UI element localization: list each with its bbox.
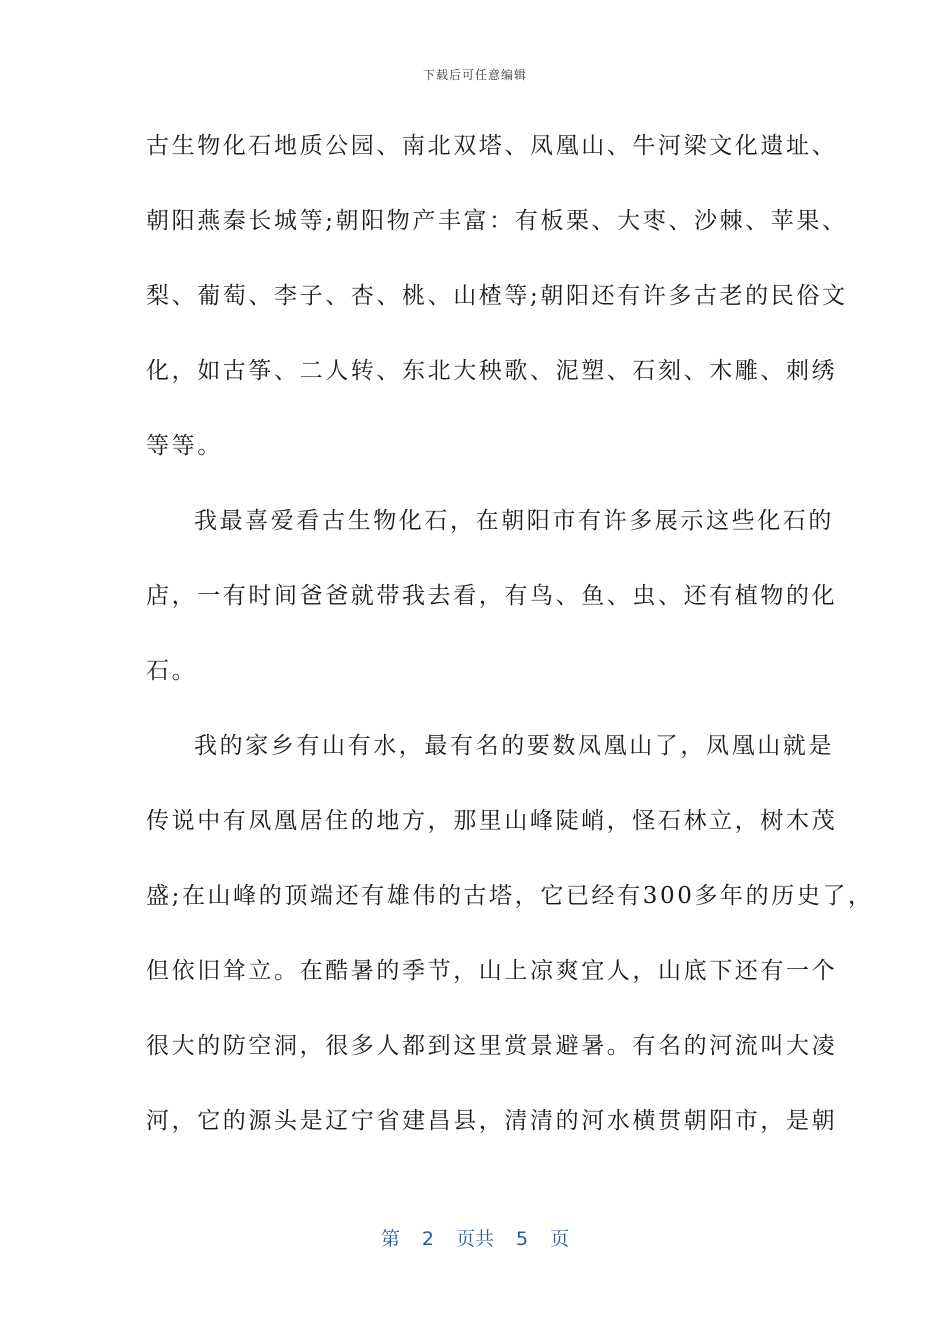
text-line: 古生物化石地质公园、南北双塔、凤凰山、牛河梁文化遗址、: [146, 133, 838, 159]
paragraph-start-line: 我最喜爱看古生物化石，在朝阳市有许多展示这些化石的: [194, 508, 834, 534]
text-line: 店，一有时间爸爸就带我去看，有鸟、鱼、虫、还有植物的化: [146, 583, 838, 609]
text-line: 但依旧耸立。在酷暑的季节，山上凉爽宜人，山底下还有一个: [146, 958, 838, 984]
footer-page-suffix: 页: [550, 1228, 570, 1250]
footer-page-middle: 页共: [455, 1228, 494, 1250]
text-line: 化，如古筝、二人转、东北大秧歌、泥塑、石刻、木雕、刺绣: [146, 358, 838, 384]
text-line: 梨、葡萄、李子、杏、桃、山楂等;朝阳还有许多古老的民俗文: [146, 283, 848, 309]
text-line: 等等。: [146, 433, 223, 459]
page-footer: [0, 1224, 950, 1251]
text-line: 河，它的源头是辽宁省建昌县，清清的河水横贯朝阳市，是朝: [146, 1108, 838, 1134]
text-line: 传说中有凤凰居住的地方，那里山峰陡峭，怪石林立，树木茂: [146, 808, 838, 834]
document-body: [146, 126, 874, 1176]
footer-page-number: 2: [421, 1228, 434, 1250]
text-line: 石。: [146, 658, 198, 684]
page-header: 下载后可任意编辑: [422, 68, 527, 82]
text-line: 盛;在山峰的顶端还有雄伟的古塔，它已经有300多年的历史了，: [146, 883, 874, 909]
paragraph-start-line: 我的家乡有山有水，最有名的要数凤凰山了，凤凰山就是: [194, 733, 834, 759]
footer-page-prefix: 第: [380, 1228, 400, 1250]
footer-page-total: 5: [516, 1228, 529, 1250]
text-line: 朝阳燕秦长城等;朝阳物产丰富：有板栗、大枣、沙棘、苹果、: [146, 208, 848, 234]
text-line: 很大的防空洞，很多人都到这里赏景避暑。有名的河流叫大凌: [146, 1033, 838, 1059]
